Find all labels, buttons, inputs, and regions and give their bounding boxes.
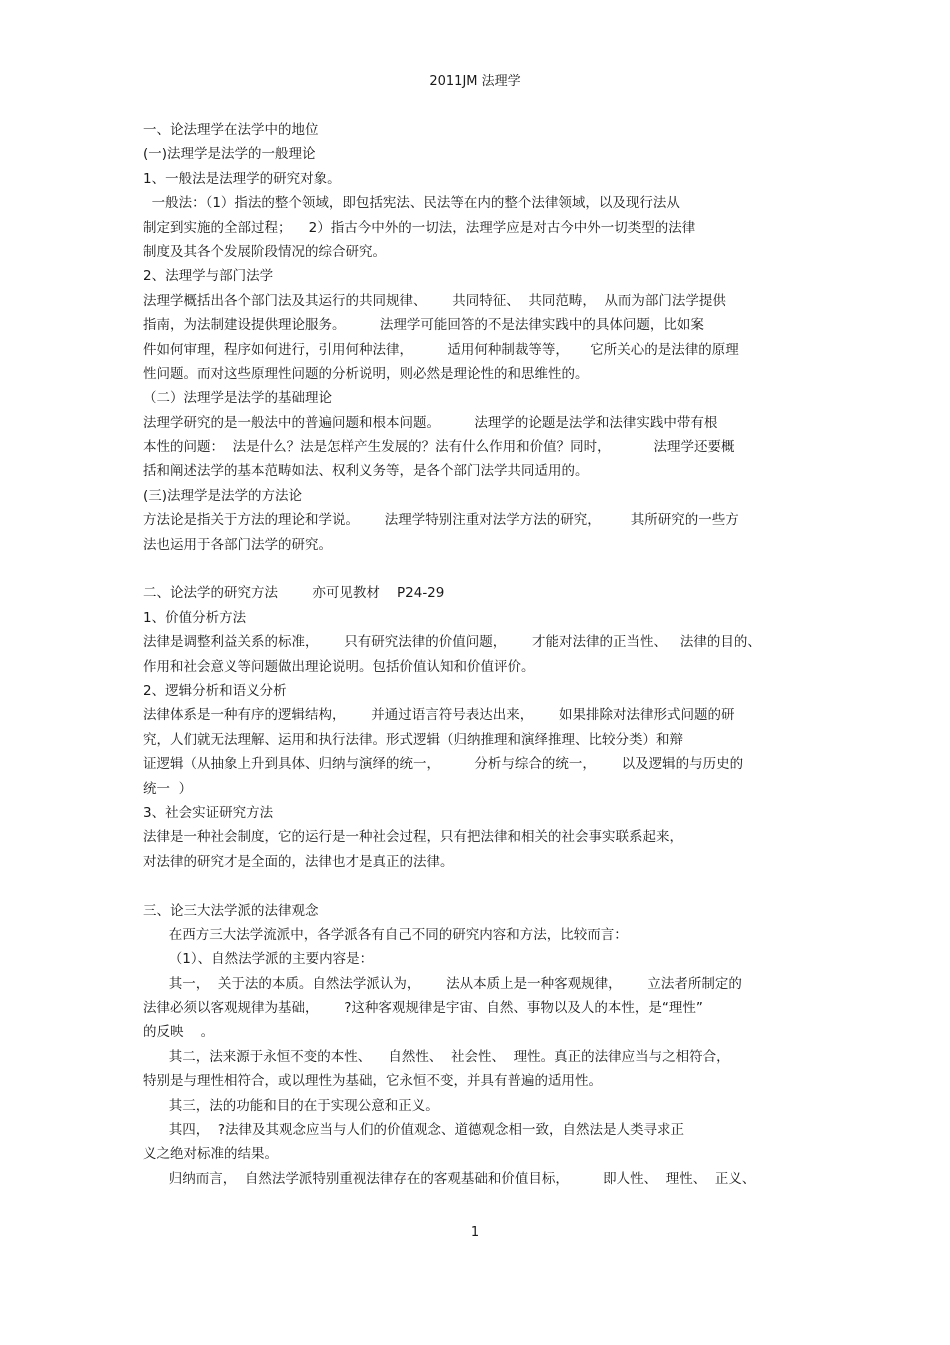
body-line: 方法论是指关于方法的理论和学说。 法理学特别注重对法学方法的研究， 其所研究的一些方 bbox=[143, 512, 739, 529]
body-line: 法也运用于各部门法学的研究。 bbox=[143, 536, 332, 553]
section-heading: 二、论法学的研究方法 亦可见教材 P24-29 bbox=[143, 585, 445, 602]
subsection-heading: (一)法理学是法学的一般理论 bbox=[143, 146, 316, 163]
section-heading: 三、论三大法学派的法律观念 bbox=[143, 902, 319, 919]
body-line: （1）、自然法学派的主要内容是： bbox=[143, 951, 374, 968]
body-line: 在西方三大法学流派中，各学派各有自己不同的研究内容和方法，比较而言： bbox=[143, 926, 628, 943]
paragraph-gap bbox=[143, 557, 813, 581]
paragraph-gap bbox=[143, 874, 813, 898]
body-line: 一般法：（1）指法的整个领域，即包括宪法、民法等在内的整个法律领域，以及现行法从 bbox=[143, 195, 680, 212]
subsection-heading: (三)法理学是法学的方法论 bbox=[143, 487, 303, 504]
body-line: 法律必须以客观规律为基础， ?这种客观规律是宇宙、自然、事物以及人的本性，是“理性” bbox=[143, 1000, 703, 1017]
body-line: 件如何审理，程序如何进行，引用何种法律， 适用何种制裁等等， 它所关心的是法律的原理 bbox=[143, 341, 739, 358]
body-line: 其四， ?法律及其观念应当与人们的价值观念、道德观念相一致，自然法是人类寻求正 bbox=[143, 1122, 684, 1139]
page-header: 2011JM 法理学 bbox=[429, 74, 521, 89]
body-line: 制度及其各个发展阶段情况的综合研究。 bbox=[143, 243, 386, 260]
body-line: 性问题。而对这些原理性问题的分析说明，则必然是理论性的和思维性的。 bbox=[143, 365, 589, 382]
body-line: 义之绝对标准的结果。 bbox=[143, 1146, 278, 1163]
body-line: 法理学概括出各个部门法及其运行的共同规律、 共同特征、 共同范畴， 从而为部门法学提供 bbox=[143, 292, 726, 309]
body-line: 法律体系是一种有序的逻辑结构， 并通过语言符号表达出来， 如果排除对法律形式问题的研 bbox=[143, 707, 735, 724]
subsection-heading: （二）法理学是法学的基础理论 bbox=[143, 390, 332, 407]
document-body bbox=[143, 118, 813, 1191]
body-line: 对法律的研究才是全面的，法律也才是真正的法律。 bbox=[143, 853, 454, 870]
body-line: 特别是与理性相符合，或以理性为基础，它永恒不变，并具有普遍的适用性。 bbox=[143, 1073, 602, 1090]
body-line: 证逻辑（从抽象上升到具体、归纳与演绎的统一， 分析与综合的统一， 以及逻辑的与历史的 bbox=[143, 756, 744, 773]
point-heading: 1、价值分析方法 bbox=[143, 609, 247, 626]
point-heading: 3、社会实证研究方法 bbox=[143, 804, 274, 821]
body-line: 统一 ） bbox=[143, 780, 193, 797]
body-line: 归纳而言， 自然法学派特别重视法律存在的客观基础和价值目标， 即人性、 理性、 正义、 bbox=[143, 1170, 756, 1187]
body-line: 制定到实施的全部过程； 2）指古今中外的一切法，法理学应是对古今中外一切类型的法律 bbox=[143, 219, 696, 236]
body-line: 法律是一种社会制度，它的运行是一种社会过程，只有把法律和相关的社会事实联系起来， bbox=[143, 829, 683, 846]
body-line: 究，人们就无法理解、运用和执行法律。形式逻辑（归纳推理和演绎推理、比较分类）和辩 bbox=[143, 731, 683, 748]
point-heading: 1、一般法是法理学的研究对象。 bbox=[143, 170, 341, 187]
body-line: 法律是调整利益关系的标准， 只有研究法律的价值问题， 才能对法律的正当性、 法律的目的、 bbox=[143, 634, 761, 651]
section-heading: 一、论法理学在法学中的地位 bbox=[143, 122, 319, 138]
body-line: 其一， 关于法的本质。自然法学派认为， 法从本质上是一种客观规律， 立法者所制定的 bbox=[143, 975, 742, 992]
body-line: 本性的问题： 法是什么？法是怎样产生发展的？法有什么作用和价值？同时， 法理学还要概 bbox=[143, 439, 735, 456]
body-line: 其二，法来源于永恒不变的本性、 自然性、 社会性、 理性。真正的法律应当与之相符合， bbox=[143, 1048, 730, 1065]
page-number: 1 bbox=[470, 1225, 480, 1240]
body-line: 括和阐述法学的基本范畴如法、权利义务等，是各个部门法学共同适用的。 bbox=[143, 463, 589, 480]
body-line: 作用和社会意义等问题做出理论说明。包括价值认知和价值评价。 bbox=[143, 658, 535, 675]
body-line: 其三，法的功能和目的在于实现公意和正义。 bbox=[143, 1097, 439, 1114]
point-heading: 2、逻辑分析和语义分析 bbox=[143, 682, 287, 699]
body-line: 法理学研究的是一般法中的普遍问题和根本问题。 法理学的论题是法学和法律实践中带有根 bbox=[143, 414, 718, 431]
body-line: 的反映 。 bbox=[143, 1024, 215, 1041]
body-line: 指南，为法制建设提供理论服务。 法理学可能回答的不是法律实践中的具体问题，比如案 bbox=[143, 317, 704, 334]
point-heading: 2、法理学与部门法学 bbox=[143, 268, 274, 285]
